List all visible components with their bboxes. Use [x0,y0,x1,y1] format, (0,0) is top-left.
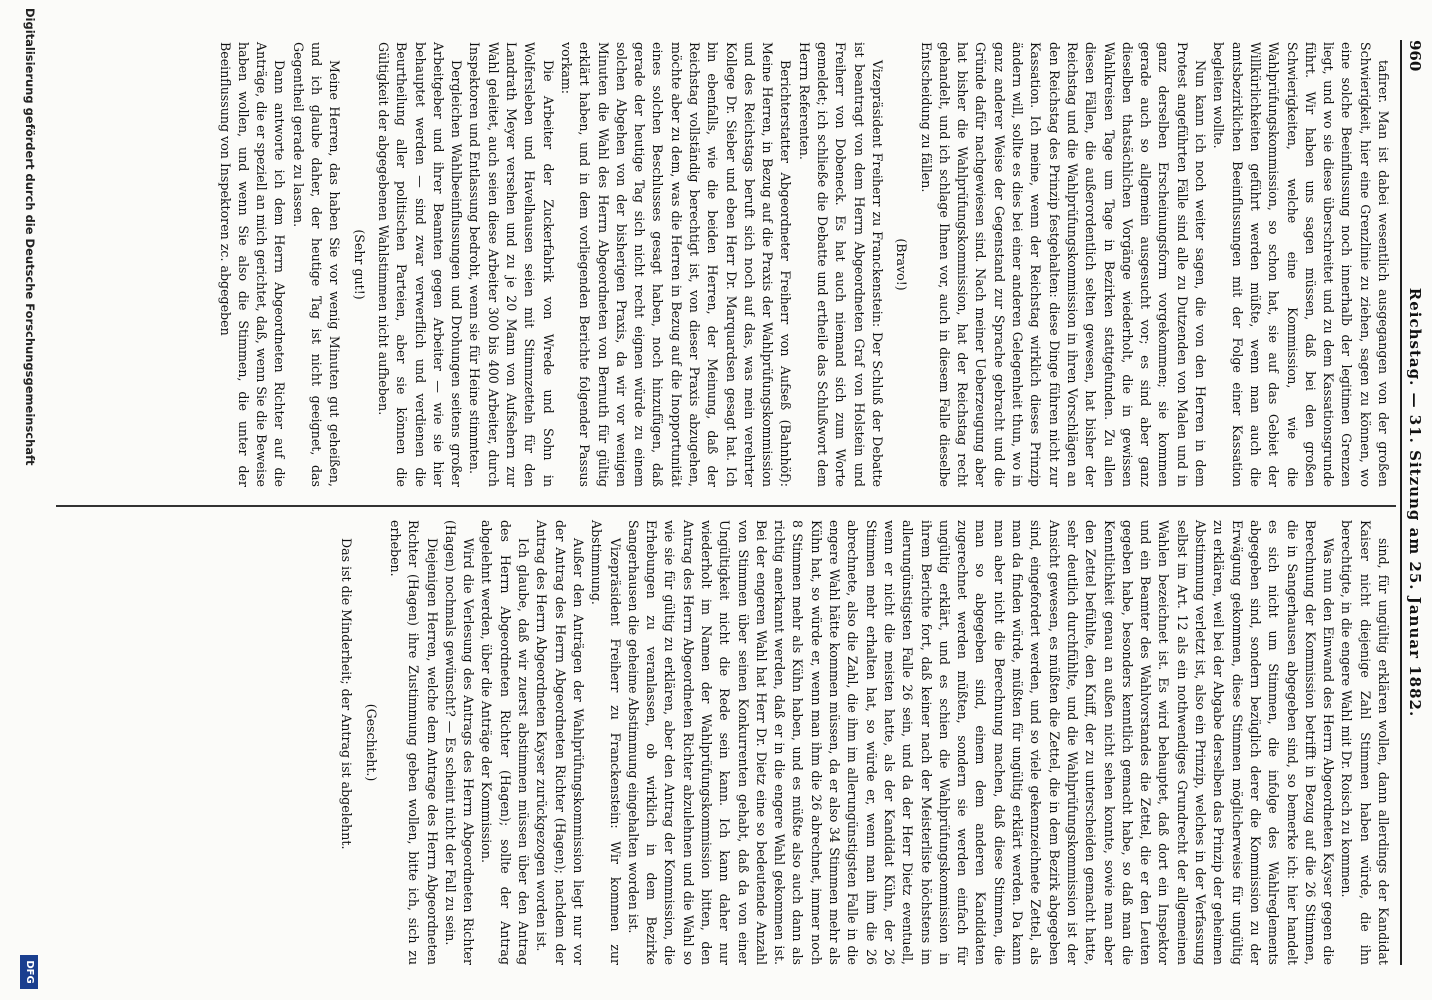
left-column-paragraph: Dergleichen Wahlbeeinflussungen und Drohungen seitens großer Arbeitgeber und ihrer Beamten gegen Arbeiter — wie sie hier behauptet werden — sind zwar verwerflich und verdienen die Beurtheilung aller politischen Parteien, aber sie können die Gültigkeit der abgegebenen Wahlstimmen nicht aufheben. [375,42,465,487]
digitization-note: Digitalisierung gefördert durch die Deutsche Forschungsgemeinschaft [23,8,37,466]
left-column-paragraph: Die Arbeiter der Zuckerfabrik von Wrede und Sohn in Wolfersleben und Havelhausen seien mit Stimmzetteln für den Landrath Meyer versehen und zu je 20 Mann von Aufsehern zur Wahl geleitet, auch seien diese Arbeiter 300 bis 400 Arbeiter, durch Inspektoren und Entlassung bedroht, wenn sie für Heine stimmten. [467,42,556,487]
right-column-paragraph: Außer den Anträgen der Wahlprüfungskommission liegt nur vor der Antrag des Herrn Abgeordneten Richter (Hagen); nachdem der Antrag des Herrn Abgeordneten Kayser zurückgezogen worden ist. [534,520,586,965]
left-column-paragraph: Meine Herren, das haben Sie vor wenig Minuten gut geheißen, und ich glaube daher, der heutige Tag ist nicht geeignet, das Gegentheil gerade zu lassen. [290,42,343,487]
left-column-interjection: (Bravo!) [894,238,910,291]
left-column-interjection: (Sehr gut!) [351,229,367,300]
header-rule [1400,40,1402,965]
right-column-paragraph: Ich glaube, daß wir zuerst abstimmen müssen über den Antrag des Herrn Abgeordneten Richter (Hagen); sollte der Antrag abgelehnt werden, über die Anträge der Kommission. [479,520,532,965]
page-number: 960 [1406,40,1424,72]
right-text-column [337,520,1392,965]
page-title: Reichstag. — 31. Sitzung am 25. Januar 1882. [1406,287,1424,718]
left-column-speaker-paragraph: Vizepräsident Freiherr zu Franckenstein: Der Schluß der Debatte ist beantragt von dem Herrn Abgeordneten Graf von Holstein und Freiherr von Dobeneck. Es hat auch niemand sich zum Worte gemeldet; ich schließe die Debatte und ertheile das Schlußwort dem Herrn Referenten. [796,42,885,487]
right-column-paragraph: Das ist die Minderheit; der Antrag ist abgelehnt. [339,538,355,850]
column-divider [56,505,1396,507]
right-column-paragraph: Wird die Verlesung des Antrags des Herrn Abgeordneten Richter (Hagen) nochmals gewünscht? — Es scheint nicht der Fall zu sein. [442,520,477,965]
left-column-paragraph: Nun kann ich noch weiter sagen, die von den Herren in dem Protest angeführten Fälle sind alle zu Dutzenden von Malen und in ganz derselben Erscheinungsform vorgekommen; sie kommen gerade auch so allgemein ausgesucht vor; es sind aber ganz dieselben thatsächlichen Vorgänge wiederholt, die in gewissen Wahlkreisen Tage um Tage in Bezirken stattgefunden. Zu allen diesen Fällen, die außerordentlich selten gewesen, hat bisher der Reichstag und die Wahlprüfungskommission in ihren Vorschlägen an den Reichstag des Prinzip festgehalten: diese Dinge führen nicht zur Kassation. Ich meine, wenn der Reichstag wirklich dieses Prinzip ändern will, sollte es dies bei einer anderen Gelegenheit thun, wo in ganz anderer Weise der Gegenstand zur Sprache gebracht und die Gründe dafür nachgewiesen sind. Nach meiner Ueberzeugung aber hat bisher die Wahlprüfungskommission, hat der Reichstag recht gehandelt, und ich schlage Ihnen vor, auch in diesem Falle dieselbe Entscheidung zu fällen. [918,42,1209,487]
right-column-speaker-paragraph: Vizepräsident Freiherr zu Franckenstein: Wir kommen zur Abstimmung. [589,520,623,965]
page-header [1402,40,1426,965]
right-column-paragraph: Was nun den Einwand des Herrn Abgeordneten Kayser gegen die Berechnung der Kommission betrifft in Bezug auf die 26 Stimmen, die in Sangerhausen abgegeben sind, so bemerke ich: hier handelt es sich nicht um Stimmen, die infolge des Wahlreglements abgegeben sind, sondern bezüglich derer die Kommission zu der Erwägung gekommen, diese Stimmen möglicherweise für ungültig zu erklären, weil bei der Abgabe derselben das Prinzip der geheimen Abstimmung verletzt ist, also ein Prinzip, welches in der Verfassung selbst im Art. 12 als ein nothwendiges Grundrecht der allgemeinen Wahlen bezeichnet ist. Es wird behauptet, daß dort ein Inspektor und ein Beamter des Wahlvorstandes die Zettel, die er den Leuten gegeben habe, besonders kenntlich gemacht habe, so daß man die Kenntlichkeit genau an außen nicht sehen konnte, sowie man aber den Zettel befühlte, den Kniff, der zu unterscheiden gemacht hatte, sehr deutlich durchfühlte, und die Wahlprüfungskommission ist der Ansicht gewesen, es müßten die Zettel, die in dem Bezirk abgegeben sind, eingefordert werden, und so viele gekennzeichnete Zettel, als man da finden würde, müßten für ungültig erklärt werden. Da kann man aber nicht die Berechnung machen, daß diese Stimmen, die man so abgegeben sind, einem dem anderen Kandidaten zugerechnet werden müßten, sondern sie werden einfach für ungültig erklärt, und es schien die Wahlprüfungskommission in ihrem Berichte fort, daß keiner nach der Meisterliste höchstens im allerungünstigsten Falle 26 sein, und da der Herr Dietz eventuell, wenn er nicht die meisten hatte, als der Kandidat Kühn, der 26 Stimmen mehr erhalten hat, so würde er, wenn man ihm die 26 abrechnete, also die Zahl, die ihm im allerungünstigsten Falle in die engere Wahl hätte kommen müssen, da er also 34 Stimmen mehr als Kühn hat, so würde er, wenn man ihm die 26 abrechnet, immer noch 8 Stimmen mehr als Kühn haben, und es müßte also auch dann als richtig anerkannt werden, daß er in die engere Wahl gekommen ist. Bei der engeren Wahl hat Herr Dr. Dietz eine so bedeutende Anzahl von Stimmen über seinen Konkurrenten gehabt, daß da von einer Ungültigkeit nicht die Rede sein kann. Ich kann daher nur wiederholt im Namen der Wahlprüfungskommission bitten, den Antrag des Herrn Abgeordneten Richter abzulehnen und die Wahl so wie sie für gültig zu erklären, aber den Antrag der Kommission, die Erhebungen zu veranlassen, ob wirklich in dem Bezirke Sangerhausen die geheime Abstimmung eingehalten worden ist. [625,520,1337,965]
right-column-paragraph: Diejenigen Herren, welche dem Antrage des Herrn Abgeordneten Richter (Hagen) ihre Zustimmung geben wollen, bitte ich, sich zu erheben. [387,520,440,965]
left-column-speaker-paragraph: Berichterstatter Abgeordneter Freiherr von Aufseß (Bahnhöf): Meine Herren, in Bezug auf die Praxis der Wahlprüfungskommission und des Reichstags beruft sich noch auf das, was mein verehrter Kollege Dr. Sieber und eben Herr Dr. Marquardsen gesagt hat. Ich bin ebenfalls, wie die beiden Herren, der Meinung, daß der Reichstag vollständig berechtigt ist, von dieser Praxis abzugehen, möchte aber zu dem, was die Herren in Bezug auf die Inopportunität eines solchen Beschlusses gesagt haben, noch hinzufügen, daß gerade der heutige Tag sich nicht recht eignen würde zu einem solchen Abgehen von der bisherigen Praxis, da wir vor wenigen Minuten die Wahl des Herrn Abgeordneten von Bernuth für gültig erklärt haben, und in dem vorliegenden Berichte folgender Passus vorkam: [558,42,794,487]
left-column-paragraph: Dann antworte ich dem Herrn Abgeordneten Richter auf die Anträge, die er speziell an mich gerichtet, daß, wenn Sie die Beweise haben wollen, und wenn Sie also die Stimmen, die unter der Beeinflussung von Inspektoren zc. abgegeben [217,42,288,487]
right-column-paragraph: sind, für ungültig erklären wollen, dann allerdings der Kandidat Kaiser nicht diejenige Zahl Stimmen haben würde, die ihn berechtigte, in die engere Wahl mit Dr. Roisch zu kommen. [1339,520,1391,965]
left-column-paragraph: tafirer. Man ist dabei wesentlich ausgegangen von der großen Schwierigkeit, hier eine Grenzlinie zu ziehen, sagen zu können, wo eine solche Beeinflussung noch innerhalb der legitimen Grenzen liegt, und wo sie diese überschreitet und zu dem Kassationsgrunde führt. Wir haben uns sagen müssen, daß bei den großen Schwierigkeiten, welche eine Kommission, wie die Wahlprüfungskommission, so schon hat, sie auf das Gebiet der Willkürlichkeiten geführt werden müßte, wenn man auch die amtsbezirklichen Beeinflussungen mit der Folge einer Kassation begleiten wollte. [1211,42,1391,487]
dfg-logo: DFG [20,955,38,989]
left-text-column [215,42,1392,487]
right-column-interjection: (Geschieht.) [363,703,379,782]
